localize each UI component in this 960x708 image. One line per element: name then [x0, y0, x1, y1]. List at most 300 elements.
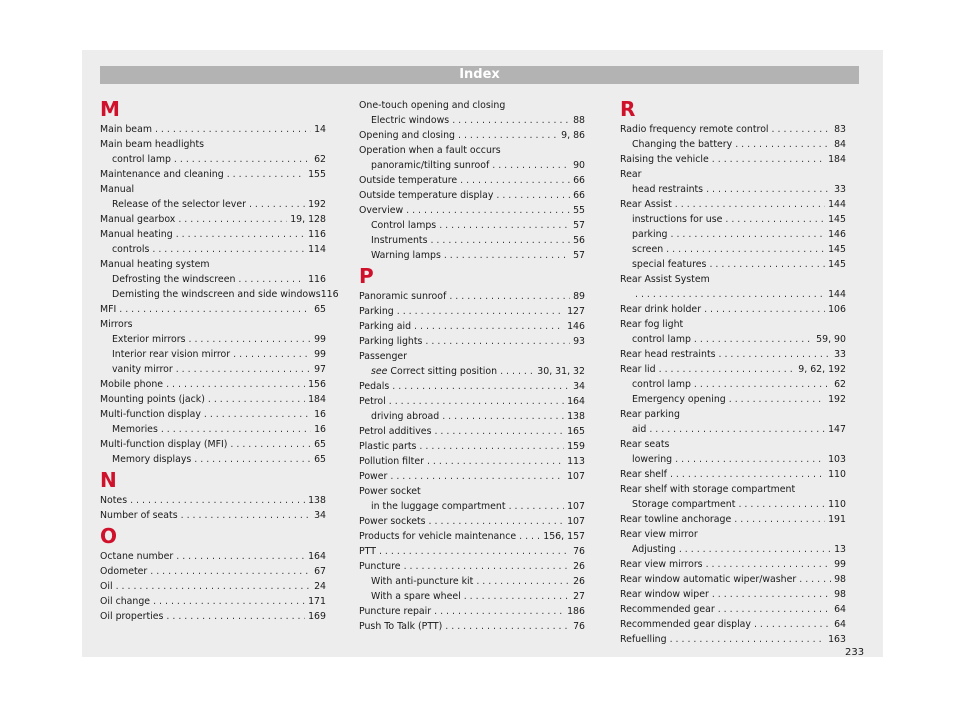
index-term: Recommended gear: [620, 604, 715, 615]
dot-leader: [430, 233, 570, 248]
index-entry: [359, 544, 585, 559]
dot-leader: [181, 508, 311, 523]
index-entry: [620, 587, 846, 602]
index-term: Opening and closing: [359, 130, 456, 141]
page-header-bar: [100, 66, 859, 84]
index-page-ref[interactable]: 155: [308, 169, 326, 180]
dot-leader: [670, 467, 825, 482]
index-page-ref[interactable]: 99: [314, 334, 326, 345]
index-term: Mounting points (jack): [100, 394, 205, 405]
index-term: Rear window automatic wiper/washer: [620, 574, 797, 585]
index-term: Passenger: [359, 351, 408, 362]
index-term: Parking: [359, 306, 394, 317]
index-heading: [359, 143, 585, 158]
index-page-ref[interactable]: 106: [828, 304, 846, 315]
index-entry: [620, 257, 846, 272]
index-term: Rear head restraints: [620, 349, 716, 360]
index-page-ref[interactable]: 33: [834, 349, 846, 360]
index-term: Refuelling: [620, 634, 667, 645]
index-term: aid: [632, 424, 647, 435]
index-page-ref[interactable]: 165: [567, 426, 585, 437]
index-entry: [100, 152, 326, 167]
index-term: Power socket: [359, 486, 421, 497]
index-page-ref[interactable]: 90: [573, 160, 585, 171]
index-page-ref[interactable]: 110: [828, 469, 846, 480]
index-entry: [100, 564, 326, 579]
index-page-ref[interactable]: 145: [828, 244, 846, 255]
dot-leader: [509, 499, 565, 514]
dot-leader: [694, 332, 813, 347]
dot-leader: [464, 589, 570, 604]
index-entry: [359, 304, 585, 319]
index-page-ref[interactable]: 103: [828, 454, 846, 465]
dot-leader: [704, 302, 825, 317]
dot-leader: [492, 158, 570, 173]
index-page-ref[interactable]: 113: [567, 456, 585, 467]
index-page-ref[interactable]: 116: [308, 274, 326, 285]
index-entry: [359, 128, 585, 143]
index-entry: [359, 469, 585, 484]
index-entry: [100, 407, 326, 422]
index-page-ref[interactable]: 57: [573, 250, 585, 261]
index-term: vanity mirror: [112, 364, 173, 375]
index-page-ref[interactable]: 192: [308, 199, 326, 210]
index-entry: [620, 347, 846, 362]
index-entry: [100, 242, 326, 257]
dot-leader: [150, 564, 311, 579]
index-section-letter: R: [620, 97, 636, 121]
index-entry: [359, 203, 585, 218]
index-entry: [620, 182, 846, 197]
index-term: Main beam headlights: [100, 139, 205, 150]
index-entry: [359, 439, 585, 454]
index-term: Parking aid: [359, 321, 412, 332]
index-entry: [359, 158, 585, 173]
dot-leader: [178, 212, 287, 227]
index-entry: [100, 579, 326, 594]
index-term: Rear Assist System: [620, 274, 710, 285]
dot-leader: [166, 377, 305, 392]
dot-leader: [434, 604, 564, 619]
index-term: Manual gearbox: [100, 214, 176, 225]
dot-leader: [176, 227, 305, 242]
index-term: Power sockets: [359, 516, 426, 527]
index-term: Oil properties: [100, 611, 164, 622]
index-entry: [100, 493, 326, 508]
index-page-ref[interactable]: 163: [828, 634, 846, 645]
index-entry: [100, 609, 326, 624]
index-term: Oil: [100, 581, 113, 592]
index-section-letter: P: [359, 264, 374, 288]
index-page-ref[interactable]: 138: [308, 495, 326, 506]
index-term: Storage compartment: [632, 499, 736, 510]
index-entry: [359, 379, 585, 394]
dot-leader: [176, 549, 305, 564]
index-term: Pollution filter: [359, 456, 424, 467]
dot-leader: [155, 122, 311, 137]
index-entry: [620, 377, 846, 392]
index-entry: [100, 452, 326, 467]
dot-leader: [519, 529, 540, 544]
dot-leader: [754, 617, 831, 632]
index-page-ref[interactable]: 33: [834, 184, 846, 195]
index-entry: [620, 392, 846, 407]
index-term: lowering: [632, 454, 673, 465]
dot-leader: [434, 424, 564, 439]
dot-leader: [152, 242, 305, 257]
index-page-ref[interactable]: 144: [828, 199, 846, 210]
dot-leader: [452, 113, 570, 128]
index-page-ref[interactable]: 56: [573, 235, 585, 246]
index-term: Maintenance and cleaning: [100, 169, 224, 180]
index-term: Odometer: [100, 566, 148, 577]
index-page-ref[interactable]: 192: [828, 394, 846, 405]
index-entry: [100, 549, 326, 564]
index-page-ref[interactable]: 67: [314, 566, 326, 577]
index-term: MFI: [100, 304, 117, 315]
index-page-ref[interactable]: 98: [834, 589, 846, 600]
dot-leader: [389, 394, 564, 409]
dot-leader: [204, 407, 311, 422]
index-entry: [359, 248, 585, 263]
index-entry: [100, 167, 326, 182]
index-term: special features: [632, 259, 707, 270]
index-term: Manual: [100, 184, 135, 195]
index-page-ref[interactable]: 34: [573, 381, 585, 392]
index-page-ref[interactable]: 9, 86: [561, 130, 585, 141]
index-page-ref[interactable]: 97: [314, 364, 326, 375]
index-term: Multi-function display (MFI): [100, 439, 228, 450]
index-page-ref[interactable]: 13: [834, 544, 846, 555]
index-term: Emergency opening: [632, 394, 726, 405]
index-page-ref[interactable]: 156: [308, 379, 326, 390]
index-heading: [620, 437, 846, 452]
dot-leader: [392, 379, 570, 394]
index-page-ref[interactable]: 191: [828, 514, 846, 525]
dot-leader: [458, 128, 558, 143]
index-term: parking: [632, 229, 668, 240]
dot-leader: [227, 167, 305, 182]
index-term: Rear Assist: [620, 199, 672, 210]
index-heading: [100, 182, 326, 197]
index-term: Changing the battery: [632, 139, 733, 150]
index-entry: [620, 287, 846, 302]
index-term: driving abroad: [371, 411, 440, 422]
index-page-ref[interactable]: 66: [573, 175, 585, 186]
index-page-ref[interactable]: 57: [573, 220, 585, 231]
dot-leader: [176, 362, 311, 377]
index-page-ref[interactable]: 145: [828, 214, 846, 225]
index-page-ref[interactable]: 64: [834, 604, 846, 615]
index-page-ref[interactable]: 16: [314, 409, 326, 420]
index-page-ref[interactable]: 26: [573, 576, 585, 587]
index-page-ref[interactable]: 76: [573, 546, 585, 557]
index-page-ref[interactable]: 127: [567, 306, 585, 317]
index-entry: [620, 497, 846, 512]
dot-leader: [476, 574, 570, 589]
index-entry: [100, 227, 326, 242]
index-page-ref[interactable]: 62: [834, 379, 846, 390]
index-page-ref[interactable]: 89: [573, 291, 585, 302]
dot-leader: [772, 122, 832, 137]
index-entry: [100, 422, 326, 437]
index-heading: [620, 317, 846, 332]
index-term: Memories: [112, 424, 158, 435]
index-term: Plastic parts: [359, 441, 417, 452]
index-page-ref[interactable]: 65: [314, 439, 326, 450]
index-heading: [620, 167, 846, 182]
index-term: Operation when a fault occurs: [359, 145, 501, 156]
index-term: Panoramic sunroof: [359, 291, 447, 302]
index-term: Rear towline anchorage: [620, 514, 732, 525]
index-page-ref[interactable]: 27: [573, 591, 585, 602]
index-page-ref[interactable]: 107: [567, 501, 585, 512]
index-entry: [100, 377, 326, 392]
index-term: Adjusting: [632, 544, 676, 555]
dot-leader: [119, 302, 311, 317]
index-term: Radio frequency remote control: [620, 124, 769, 135]
index-heading: [359, 349, 585, 364]
index-term: Petrol: [359, 396, 386, 407]
dot-leader: [718, 602, 831, 617]
index-term: Products for vehicle maintenance: [359, 531, 517, 542]
index-page-ref[interactable]: 146: [567, 321, 585, 332]
dot-leader: [427, 454, 564, 469]
index-page-ref[interactable]: 110: [828, 499, 846, 510]
index-page-ref[interactable]: 138: [567, 411, 585, 422]
dot-leader: [238, 272, 305, 287]
index-entry: [620, 602, 846, 617]
index-page-ref[interactable]: 59, 90: [816, 334, 846, 345]
index-page-ref[interactable]: 98: [834, 574, 846, 585]
index-page-ref[interactable]: 65: [314, 304, 326, 315]
index-page-ref[interactable]: 107: [567, 471, 585, 482]
index-entry: [620, 542, 846, 557]
index-term: Octane number: [100, 551, 174, 562]
index-page-ref[interactable]: 84: [834, 139, 846, 150]
index-entry: [100, 392, 326, 407]
dot-leader: [496, 188, 570, 203]
index-page-ref[interactable]: 164: [308, 551, 326, 562]
page-title: Index: [459, 67, 500, 82]
index-term: Rear view mirrors: [620, 559, 703, 570]
index-page-ref[interactable]: 114: [308, 244, 326, 255]
index-entry: [620, 617, 846, 632]
index-term: [359, 364, 497, 379]
index-term: Instruments: [371, 235, 428, 246]
index-term: Puncture repair: [359, 606, 432, 617]
index-term: Manual heating: [100, 229, 173, 240]
index-page-ref[interactable]: 159: [567, 441, 585, 452]
index-term: Parking lights: [359, 336, 423, 347]
dot-leader: [166, 609, 305, 624]
index-heading: [620, 527, 846, 542]
index-page-ref[interactable]: 34: [314, 510, 326, 521]
index-term: Rear fog light: [620, 319, 684, 330]
index-page-ref[interactable]: 156, 157: [543, 531, 585, 542]
dot-leader: [675, 197, 825, 212]
dot-leader: [706, 557, 832, 572]
index-term-text: Correct sitting position: [390, 366, 498, 377]
index-page-ref[interactable]: 65: [314, 454, 326, 465]
index-entry: [359, 409, 585, 424]
dot-leader: [719, 347, 832, 362]
dot-leader: [230, 437, 311, 452]
dot-leader: [679, 542, 831, 557]
index-entry: [620, 152, 846, 167]
index-entry: [359, 514, 585, 529]
dot-leader: [666, 242, 825, 257]
index-term: panoramic/tilting sunroof: [371, 160, 490, 171]
index-entry: [100, 197, 326, 212]
dot-leader: [799, 572, 831, 587]
dot-leader: [649, 422, 825, 437]
dot-leader: [406, 203, 570, 218]
index-page-ref[interactable]: 107: [567, 516, 585, 527]
index-term: Rear seats: [620, 439, 670, 450]
index-term: PTT: [359, 546, 376, 557]
index-page-ref[interactable]: 76: [573, 621, 585, 632]
index-entry: [100, 302, 326, 317]
index-entry: [100, 122, 326, 137]
index-heading: [100, 137, 326, 152]
index-page-ref[interactable]: 99: [314, 349, 326, 360]
index-page-ref[interactable]: 147: [828, 424, 846, 435]
index-term: Rear view mirror: [620, 529, 698, 540]
index-term: With a spare wheel: [371, 591, 461, 602]
index-entry: [620, 197, 846, 212]
index-page-ref[interactable]: 88: [573, 115, 585, 126]
page-number: 233: [845, 647, 865, 658]
index-entry: [359, 619, 585, 634]
index-entry: [100, 287, 339, 302]
dot-leader: [449, 289, 570, 304]
index-entry: [359, 394, 585, 409]
index-page-ref[interactable]: 30, 31, 32: [537, 366, 585, 377]
index-section-letter: O: [100, 524, 118, 548]
dot-leader: [390, 469, 564, 484]
dot-leader: [670, 227, 825, 242]
index-term: Outside temperature display: [359, 190, 494, 201]
index-term: Warning lamps: [371, 250, 441, 261]
index-heading: [620, 272, 846, 287]
dot-leader: [161, 422, 311, 437]
index-term: Rear shelf with storage compartment: [620, 484, 796, 495]
index-term: Power: [359, 471, 388, 482]
index-page-ref[interactable]: 164: [567, 396, 585, 407]
index-entry: [620, 557, 846, 572]
index-page-ref[interactable]: 19, 128: [290, 214, 326, 225]
index-entry: [620, 632, 846, 647]
index-page-ref[interactable]: 9, 62, 192: [798, 364, 846, 375]
index-term: With anti-puncture kit: [371, 576, 474, 587]
index-page-ref[interactable]: 14: [314, 124, 326, 135]
index-term: Petrol additives: [359, 426, 432, 437]
index-heading: [359, 484, 585, 499]
dot-leader: [460, 173, 570, 188]
dot-leader: [414, 319, 564, 334]
index-page-ref[interactable]: 145: [828, 259, 846, 270]
dot-leader: [208, 392, 305, 407]
index-entry: [359, 529, 585, 544]
index-term: Defrosting the windscreen: [112, 274, 236, 285]
dot-leader: [425, 334, 570, 349]
index-page-ref[interactable]: 64: [834, 619, 846, 630]
index-entry: [620, 362, 846, 377]
index-heading: [100, 257, 326, 272]
index-entry: [100, 508, 326, 523]
index-entry: [100, 437, 326, 452]
index-page-ref[interactable]: 24: [314, 581, 326, 592]
index-term: Raising the vehicle: [620, 154, 709, 165]
index-term: control lamp: [632, 334, 691, 345]
dot-leader: [725, 212, 825, 227]
index-term: One-touch opening and closing: [359, 100, 506, 111]
index-entry: [620, 452, 846, 467]
index-page-ref[interactable]: 171: [308, 596, 326, 607]
index-term: Manual heating system: [100, 259, 210, 270]
index-page-ref[interactable]: 116: [308, 229, 326, 240]
dot-leader: [130, 493, 305, 508]
index-section-letter: N: [100, 468, 117, 492]
dot-leader: [659, 362, 796, 377]
dot-leader: [419, 439, 564, 454]
index-page-ref[interactable]: 116: [320, 289, 339, 300]
index-page-ref[interactable]: 93: [573, 336, 585, 347]
dot-leader: [189, 332, 312, 347]
index-term: screen: [632, 244, 664, 255]
index-page-ref[interactable]: 99: [834, 559, 846, 570]
index-term: Outside temperature: [359, 175, 458, 186]
index-page-ref[interactable]: 55: [573, 205, 585, 216]
index-entry: [359, 173, 585, 188]
dot-leader: [675, 452, 825, 467]
index-entry: [359, 334, 585, 349]
dot-leader: [153, 594, 305, 609]
index-term: Interior rear vision mirror: [112, 349, 231, 360]
index-term: Number of seats: [100, 510, 178, 521]
index-term: Notes: [100, 495, 128, 506]
index-page-ref[interactable]: 184: [828, 154, 846, 165]
index-page-ref[interactable]: 146: [828, 229, 846, 240]
index-page-ref[interactable]: 186: [567, 606, 585, 617]
dot-leader: [734, 512, 825, 527]
dot-leader: [670, 632, 826, 647]
index-page-ref[interactable]: 66: [573, 190, 585, 201]
dot-leader: [712, 152, 825, 167]
index-entry: [100, 347, 326, 362]
index-term: Main beam: [100, 124, 152, 135]
index-page-ref[interactable]: 16: [314, 424, 326, 435]
index-term: instructions for use: [632, 214, 723, 225]
dot-leader: [706, 182, 831, 197]
index-page-ref[interactable]: 169: [308, 611, 326, 622]
index-page-ref[interactable]: 62: [314, 154, 326, 165]
index-page-ref[interactable]: 184: [308, 394, 326, 405]
index-page-ref[interactable]: 26: [573, 561, 585, 572]
index-entry: [620, 572, 846, 587]
index-term: Multi-function display: [100, 409, 201, 420]
index-entry: [620, 212, 846, 227]
index-page-ref[interactable]: 144: [828, 289, 846, 300]
index-term: Push To Talk (PTT): [359, 621, 443, 632]
index-entry: [359, 589, 585, 604]
index-entry: [100, 212, 326, 227]
index-page-ref[interactable]: 83: [834, 124, 846, 135]
index-heading: [100, 317, 326, 332]
index-entry: [620, 422, 846, 437]
dot-leader: [404, 559, 571, 574]
